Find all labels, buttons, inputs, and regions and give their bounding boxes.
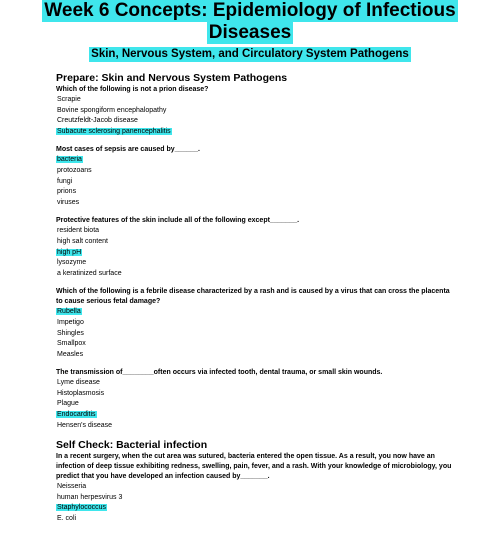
answer-option-label: prions <box>57 188 77 196</box>
answer-option-label: viruses <box>57 198 80 206</box>
answer-option-label: protozoans <box>57 166 92 174</box>
answer-option-label: high pH <box>57 248 82 256</box>
section <box>56 72 456 431</box>
answer-option-label: high salt content <box>57 237 108 245</box>
answer-option-highlighted <box>56 155 456 166</box>
answer-option-label: Endocarditis <box>57 411 96 419</box>
answer-option <box>56 514 456 525</box>
section-heading: Prepare: Skin and Nervous System Pathogens <box>56 72 288 84</box>
answer-option-label: lysozyme <box>57 259 87 267</box>
answer-option-label: Shingles <box>57 329 84 337</box>
answer-option <box>56 421 456 432</box>
answer-option <box>56 226 456 237</box>
page-title-line-2: Diseases <box>208 22 292 43</box>
answer-option <box>56 389 456 400</box>
answer-option <box>56 318 456 329</box>
answer-option-label: Smallpox <box>57 340 86 348</box>
answer-option-label: Creutzfeldt-Jacob disease <box>57 117 138 125</box>
answer-option <box>56 350 456 361</box>
section-heading: Self Check: Bacterial infection <box>56 439 208 452</box>
question-block <box>56 145 456 208</box>
answer-option-label: Measles <box>57 350 84 358</box>
question-block <box>56 85 456 137</box>
answer-option-highlighted <box>56 410 456 421</box>
question-block <box>56 368 456 431</box>
title-block <box>0 0 500 62</box>
answer-option-label: human herpesvirus 3 <box>57 493 123 501</box>
answer-option <box>56 198 456 209</box>
answer-option <box>56 482 456 493</box>
answer-option-label: resident biota <box>57 227 100 235</box>
question-text: Protective features of the skin include all of the following except_______. <box>56 217 300 225</box>
answer-option <box>56 493 456 504</box>
answer-option-label: Rubella <box>57 308 81 316</box>
answer-option <box>56 339 456 350</box>
answer-option-label: Histoplasmosis <box>57 389 105 397</box>
section <box>56 439 456 524</box>
answer-option <box>56 106 456 117</box>
page-subtitle: Skin, Nervous System, and Circulatory System Pathogens <box>91 48 409 60</box>
answer-option-label: Impetigo <box>57 318 84 326</box>
answer-option-highlighted <box>56 307 456 318</box>
answer-option-label: E. coli <box>57 515 77 523</box>
answer-option-label: a keratinized surface <box>57 269 122 277</box>
answer-option-label: Lyme disease <box>57 379 100 387</box>
answer-option-label: Staphylococcus <box>57 504 107 512</box>
answer-option-highlighted <box>56 127 456 138</box>
question-text: Which of the following is not a prion disease? <box>56 86 209 93</box>
page-title-line-1: Week 6 Concepts: Epidemiology of Infectious <box>44 0 456 21</box>
question-text: Most cases of sepsis are caused by______. <box>56 146 200 154</box>
answer-option-label: fungi <box>57 177 73 185</box>
answer-option-label: Scrapie <box>57 96 81 103</box>
answer-option <box>56 95 456 106</box>
question-block <box>56 216 456 279</box>
answer-option <box>56 187 456 198</box>
document-content <box>56 72 456 533</box>
answer-option <box>56 399 456 410</box>
answer-option <box>56 258 456 269</box>
answer-option <box>56 166 456 177</box>
question-text: Which of the following is a febrile disease characterized by a rash and is caused by a virus that can cross the placenta to cause serious fetal damage? <box>56 288 450 306</box>
answer-option-label: Subacute sclerosing panencephalitis <box>57 127 171 135</box>
question-block <box>56 287 456 360</box>
answer-option-highlighted <box>56 503 456 514</box>
answer-option <box>56 329 456 340</box>
answer-option <box>56 116 456 127</box>
answer-option-highlighted <box>56 248 456 259</box>
answer-option <box>56 177 456 188</box>
answer-option-label: Neisseria <box>57 483 87 491</box>
question-block <box>56 452 456 524</box>
answer-option-label: Hensen's disease <box>57 421 113 429</box>
answer-option-label: Bovine spongiform encephalopathy <box>57 106 167 114</box>
answer-option <box>56 269 456 280</box>
answer-option-label: Plague <box>57 400 79 408</box>
answer-option <box>56 378 456 389</box>
question-text: The transmission of________often occurs via infected tooth, dental trauma, or small skin wounds. <box>56 369 383 377</box>
answer-option <box>56 237 456 248</box>
question-text: In a recent surgery, when the cut area was sutured, bacteria entered the open tissue. As a result, you now have an infection of deep tissue exhibiting redness, swelling, pain, fever, and a rash. With your knowledge of microbiology, you predict that you have developed an infection caused by_______. <box>56 453 452 481</box>
answer-option-label: bacteria <box>57 156 82 164</box>
